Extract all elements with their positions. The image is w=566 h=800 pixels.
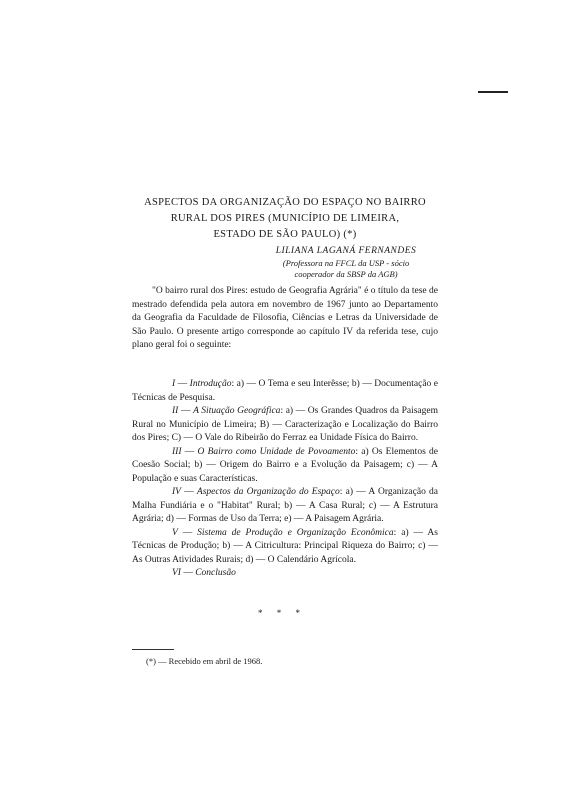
thesis-outline [132, 378, 438, 581]
footnote-divider [132, 649, 174, 650]
outline-title: Introdução [189, 379, 232, 389]
outline-item: II — A Situação Geográfica: a) — Os Grandes Quadros da Paisagem Rural no Município de Limeira; B) — Caracterização e Localização do Bairro dos Pires; C) — O Vale do Ribeirão do Ferraz ea Unidade Física do Bairro. [132, 406, 439, 443]
section-separator: * * * [258, 608, 306, 618]
author-affiliation: (Professora na FFCL da USP - sócio [282, 258, 410, 268]
outline-text: : a) — A Organização da Malha Fundiária e o "Habitat" Rural; b) — A Casa Rural; c) — A Estrutura Agrária; d) — Formas de Uso da Terra; e) — A Paisagem Agrária. [132, 487, 438, 524]
outline-item: I — Introdução: a) — O Tema e seu Interêsse; b) — Documentação e Técnicas de Pesquisa. [132, 379, 438, 403]
outline-title: Sistema de Produção e Organização Econômica [197, 527, 394, 538]
outline-item: III — O Bairro como Unidade de Povoamento: a) Os Elementos de Coesão Social; b) — Origem do Bairro e a Evolução da Paisagem; c) — A População e suas Características. [132, 446, 438, 484]
article-title-line: ASPECTOS DA ORGANIZAÇÃO DO ESPAÇO NO BAIRRO [144, 197, 426, 208]
article-title-line: RURAL DOS PIRES (MUNICÍPIO DE LIMEIRA, [170, 213, 400, 224]
author-block [236, 245, 456, 280]
page-edge-mark [478, 91, 508, 93]
outline-numeral: I [172, 379, 176, 389]
author-affiliation: cooperador da SBSP da AGB) [294, 269, 398, 279]
article-title [132, 195, 438, 243]
outline-item: VI — Conclusão [172, 568, 236, 578]
outline-numeral: II [172, 406, 179, 416]
outline-item: V — Sistema de Produção e Organização Econômica: a) — As Técnicas de Produção; b) — A Citricultura: Principal Riqueza do Bairro; c) — As Outras Atividades Rurais; d) — O Calendário Agrícola. [132, 527, 438, 565]
outline-text: : a) — O Tema e seu Interêsse; b) — Documentação e Técnicas de Pesquisa. [132, 379, 438, 403]
article-title-line: ESTADO DE SÃO PAULO) (*) [213, 229, 357, 240]
outline-title: Conclusão [195, 568, 236, 578]
author-name: LILIANA LAGANÁ FERNANDES [275, 246, 417, 256]
outline-title: O Bairro como Unidade de Povoamento [197, 446, 356, 457]
outline-text: : a) — Os Grandes Quadros da Paisagem Rural no Município de Limeira; B) — Caracterização e Localização do Bairro dos Pires; C) — O Vale do Ribeirão do Ferraz ea Unidade Física do Bairro. [132, 406, 439, 443]
outline-text: : a) Os Elementos de Coesão Social; b) — Origem do Bairro e a Evolução da Paisagem; c) — A População e suas Características. [132, 446, 438, 484]
intro-paragraph: "O bairro rural dos Pires: estudo de Geografia Agrária" é o título da tese de mestrado defendida pela autora em novembro de 1967 junto ao Departamento da Geografia da Faculdade de Filosofia, Ciências e Letras da Universidade de São Paulo. O presente artigo corresponde ao capítulo IV da referida tese, cujo plano geral foi o seguinte: [132, 286, 438, 350]
outline-text: : a) — As Técnicas de Produção; b) — A Citricultura: Principal Riqueza do Bairro; c) — As Outras Atividades Rurais; d) — O Calendário Agrícola. [132, 527, 438, 565]
footnote: (*) — Recebido em abril de 1968. [146, 656, 263, 666]
intro-section [132, 285, 438, 353]
outline-numeral: VI [172, 568, 181, 578]
outline-numeral: IV [172, 487, 181, 497]
outline-item: IV — Aspectos da Organização do Espaço: a) — A Organização da Malha Fundiária e o "Habitat" Rural; b) — A Casa Rural; c) — A Estrutura Agrária; d) — Formas de Uso da Terra; e) — A Paisagem Agrária. [132, 487, 438, 524]
outline-numeral: III [172, 446, 182, 457]
outline-numeral: V [172, 527, 178, 538]
outline-title: Aspectos da Organização do Espaço [196, 487, 340, 497]
outline-title: A Situação Geográfica [193, 406, 281, 416]
